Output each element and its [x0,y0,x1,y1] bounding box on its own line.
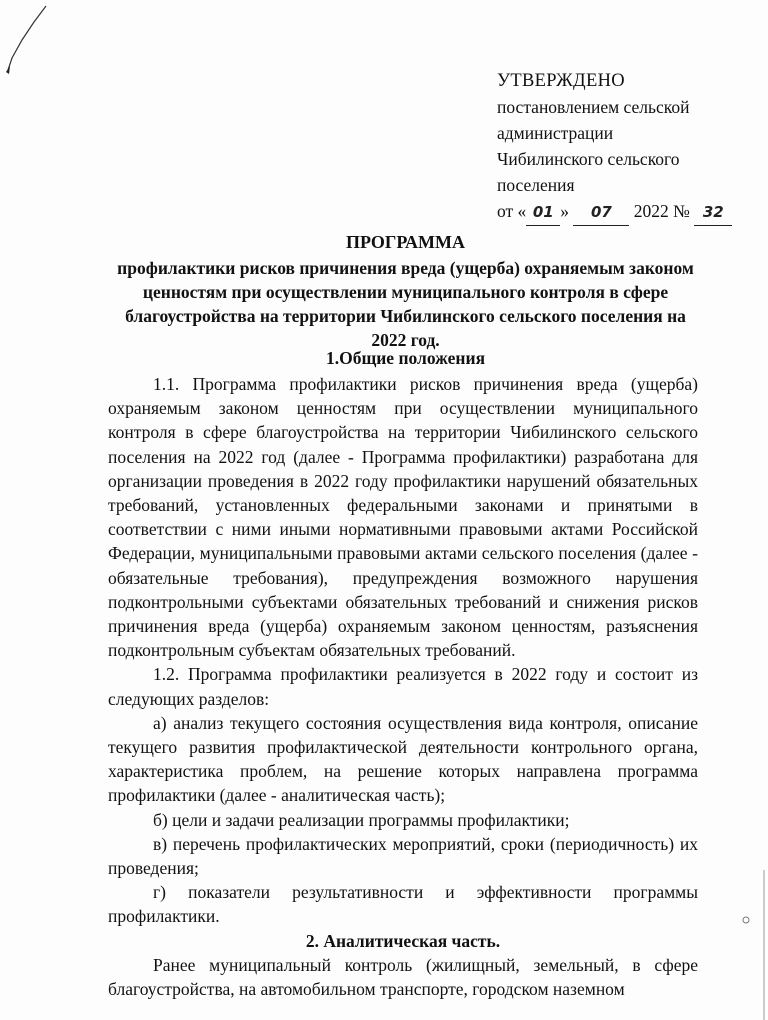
handwritten-day: 01 [532,203,554,221]
approval-date-line [497,198,737,226]
paragraph-2-1: Ранее муниципальный контроль (жилищный, земельный, в сфере благоустройства, на автомобильном транспорте, городском наземном [108,954,698,1000]
paragraph-1-2: 1.2. Программа профилактики реализуется в 2022 году и состоит из следующих разделов: [108,664,698,709]
list-item-g: г) показатели результативности и эффективности программы профилактики. [108,882,698,927]
program-subtitle: профилактики рисков причинения вреда (ущерба) охраняемым законом ценностям при осуществлении муниципального контроля в сфере благоустройства на территории Чибилинского сельского поселения на 2022 год. [117,258,694,350]
scan-edge-artifact [728,860,768,1020]
approval-line-4: поселения [497,175,575,195]
section-2-heading: 2. Аналитическая часть. [305,930,501,951]
section-1-heading: 1.Общие положения [325,348,486,368]
date-prefix: от « [497,201,527,221]
paragraph-1-1: 1.1. Программа профилактики рисков причинения вреда (ущерба) охраняемым законом ценностям при осуществлении муниципального контроля в сфере благоустройства на территории Чибилинского сельского поселения на 2022 год (далее - Программа профилактики) разработана для организации проведения в 2022 году профилактики нарушений обязательных требований, установленных федеральными законами и принятыми в соответствии с ними иными нормативными правовыми актами Российской Федерации, муниципальными правовыми актами сельского поселения (далее - обязательные требования), предупреждения возможного нарушения подконтрольными субъектами обязательных требований и снижения рисков причинения вреда (ущерба) охраняемым законом ценностям, разъяснения подконтрольным субъектам обязательных требований. [108,374,698,661]
list-item-b: б) цели и задачи реализации программы профилактики; [153,809,570,830]
program-title: ПРОГРАММА [345,232,465,252]
handwritten-number: 32 [702,203,724,221]
handwritten-month: 07 [590,203,612,221]
approval-title: УТВЕРЖДЕНО [497,71,625,91]
approval-line-2: администрации [497,123,614,143]
date-year: 2022 № [633,201,690,221]
document-body [108,372,698,1001]
date-mid: » [560,201,570,221]
pen-stroke-mark [0,0,60,90]
list-item-v: в) перечень профилактических мероприятий, сроки (периодичность) их проведения; [108,833,698,879]
approval-stamp [497,68,737,226]
approval-line-1: постановлением сельской [497,97,690,117]
list-item-a: а) анализ текущего состояния осуществления вида контроля, описание текущего развития профилактической деятельности контрольного органа, характеристика проблем, на решение которых направлена программа профилактики (далее - аналитическая часть); [108,712,698,806]
approval-line-3: Чибилинского сельского [497,149,680,169]
